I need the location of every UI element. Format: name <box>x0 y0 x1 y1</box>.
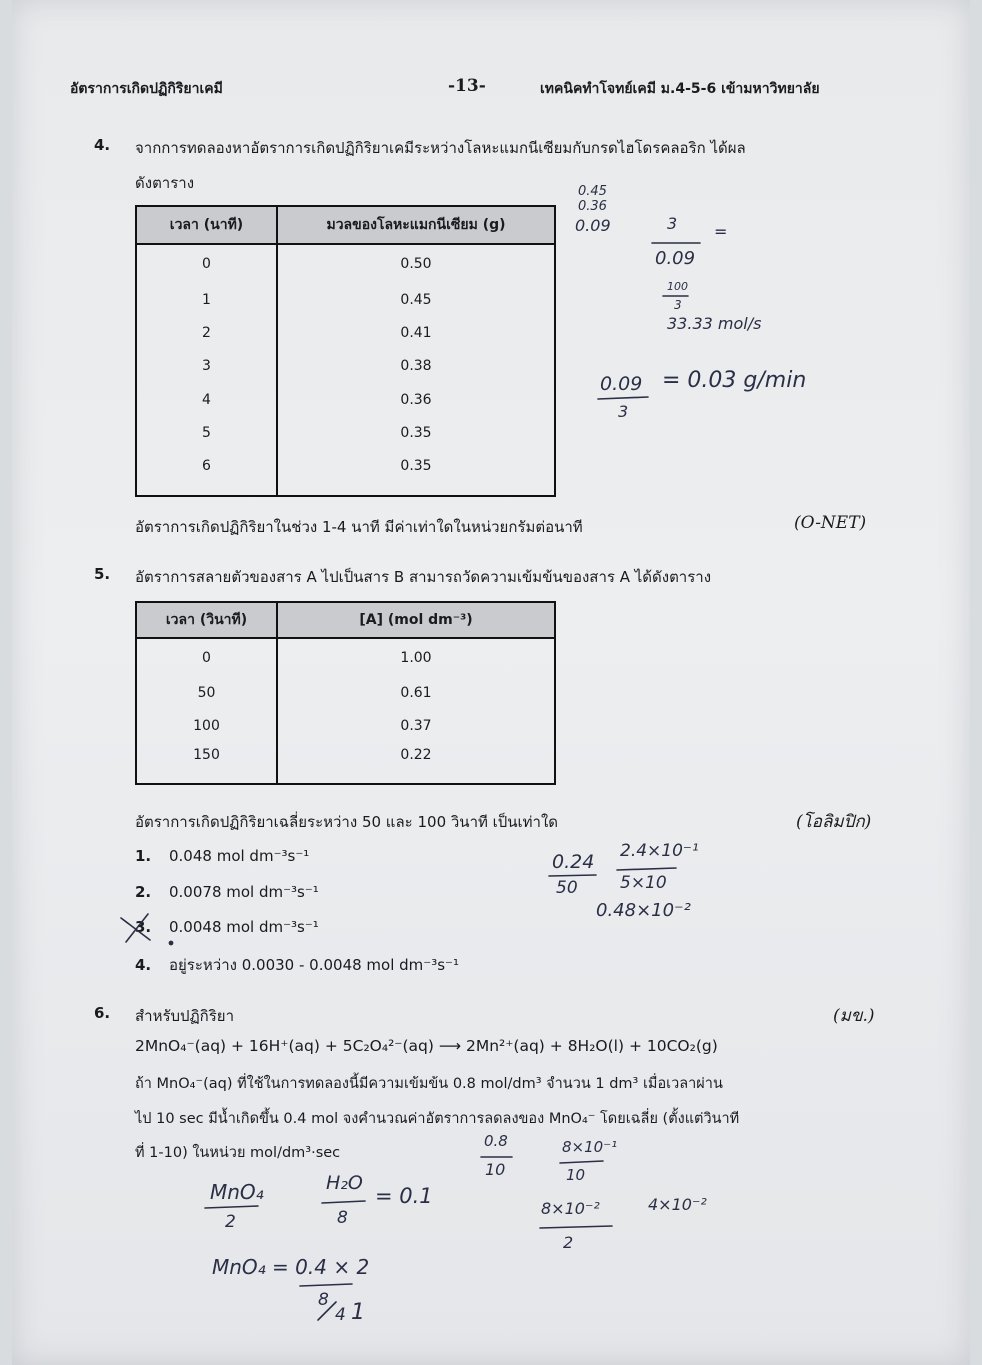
q5-question: อัตราการเกิดปฏิกิริยาเฉลี่ยระหว่าง 50 และ 100 วินาที เป็นเท่าใด <box>135 813 559 831</box>
q4-mass-cell: 0.36 <box>277 383 555 416</box>
q4-time-cell: 0 <box>202 256 211 272</box>
header-book-title: เทคนิคทำโจทย์เคมี ม.4-5-6 เข้ามหาวิทยาลัย <box>540 81 820 97</box>
q6-line3: ที่ 1-10) ในหน่วย mol/dm³·sec <box>135 1145 341 1161</box>
handwritten-note: 2 <box>225 1212 236 1232</box>
q6-line2: ไป 10 sec มีน้ำเกิดขึ้น 0.4 mol จงคำนวณค่าอัตราการลดลงของ MnO₄⁻ โดยเฉลี่ย (ตั้งแต่วินาที <box>135 1111 740 1127</box>
handwritten-note: MnO₄ <box>210 1180 264 1204</box>
q4-text-line2: ดังตาราง <box>135 174 195 192</box>
handwritten-note: 0.09 <box>655 248 696 269</box>
handwritten-note: 0.8 <box>484 1132 508 1150</box>
q4-time-cell: 2 <box>202 324 211 341</box>
q6-source: (มข.) <box>833 1006 875 1026</box>
q6-line1: ถ้า MnO₄⁻(aq) ที่ใช้ในการทดลองนี้มีความเข้มข้น 0.8 mol/dm³ จำนวน 1 dm³ เมื่อเวลาผ่าน <box>135 1076 723 1092</box>
handwritten-note: 2.4×10⁻¹ <box>620 841 699 861</box>
option-text: 0.0048 mol dm⁻³s⁻¹ <box>169 918 319 936</box>
handwritten-note: 4 <box>335 1305 346 1325</box>
q4-time-cell: 4 <box>202 391 211 408</box>
handwritten-note: 4×10⁻² <box>648 1195 707 1214</box>
handwritten-note: 3 <box>667 214 678 233</box>
handwritten-note: 0.09 <box>600 373 643 395</box>
fraction-bar <box>205 1206 258 1208</box>
fraction-bar <box>300 1284 352 1286</box>
q4-mass-cell: 0.38 <box>277 349 555 383</box>
q4-time-cell: 3 <box>202 358 211 374</box>
q4-time-cell: 6 <box>202 458 211 474</box>
q4-mass-cell: 0.41 <box>277 316 555 349</box>
q5-header-time: เวลา (วินาที) <box>136 602 277 638</box>
pen-dot <box>169 941 172 944</box>
q5-number: 5. <box>94 565 111 583</box>
handwritten-note: 0.36 <box>578 199 607 214</box>
option-number: 2. <box>135 883 152 901</box>
option-text: 0.0078 mol dm⁻³s⁻¹ <box>169 883 319 901</box>
handwritten-note: 3 <box>618 402 629 421</box>
handwritten-note: 0.09 <box>575 216 611 235</box>
handwritten-note: 2 <box>563 1233 574 1252</box>
q5-header-concentration: [A] (mol dm⁻³) <box>277 602 555 638</box>
q5-conc-cell: 1.00 <box>277 638 555 676</box>
q4-mass-cell: 0.35 <box>277 450 555 496</box>
handwritten-note: 3 <box>674 298 682 312</box>
q5-conc-cell: 0.37 <box>277 709 555 742</box>
q4-question: อัตราการเกิดปฏิกิริยาในช่วง 1-4 นาที มีค่าเท่าใดในหน่วยกรัมต่อนาที <box>135 518 583 536</box>
option-number: 4. <box>135 956 152 974</box>
slash-stroke <box>318 1302 336 1320</box>
cross-out-mark <box>121 914 150 942</box>
q5-time-cell: 0 <box>202 649 211 666</box>
fraction-bar <box>598 397 648 399</box>
handwritten-note: = <box>714 222 728 241</box>
q5-time-cell: 100 <box>193 717 220 734</box>
q5-time-cell: 150 <box>193 747 220 763</box>
handwritten-note: 50 <box>556 878 578 898</box>
handwritten-note: = 0.1 <box>375 1184 433 1208</box>
handwritten-note: 33.33 mol/s <box>667 314 762 333</box>
q4-mass-cell: 0.50 <box>277 244 555 283</box>
handwritten-note: 100 <box>667 280 688 293</box>
q4-mass-cell: 0.45 <box>277 283 555 316</box>
q6-text: สำหรับปฏิกิริยา <box>135 1007 234 1025</box>
q5-text: อัตราการสลายตัวของสาร A ไปเป็นสาร B สามารถวัดความเข้มข้นของสาร A ได้ดังตาราง <box>135 568 712 586</box>
handwritten-note: 8×10⁻² <box>541 1199 600 1218</box>
fraction-bar <box>617 868 676 870</box>
page-number: -13- <box>448 76 486 96</box>
handwritten-note: 8 <box>318 1290 329 1310</box>
q4-time-cell: 1 <box>202 291 211 308</box>
q4-header-time: เวลา (นาที) <box>136 206 277 244</box>
handwritten-note: 0.45 <box>578 184 607 199</box>
q4-header-mass: มวลของโลหะแมกนีเซียม (g) <box>277 206 555 244</box>
handwritten-note: = 0.03 g/min <box>662 368 807 393</box>
option-number: 3. <box>135 918 152 936</box>
q5-source: (โอลิมปิก) <box>796 812 872 832</box>
q4-mass-cell: 0.35 <box>277 416 555 450</box>
q5-conc-cell: 0.61 <box>277 676 555 709</box>
handwritten-note: 1 <box>351 1300 365 1325</box>
handwritten-note: 10 <box>566 1166 586 1184</box>
option-number: 1. <box>135 847 152 865</box>
handwritten-note: 0.48×10⁻² <box>596 900 691 921</box>
handwritten-note: 5×10 <box>620 873 667 893</box>
fraction-bar <box>549 875 596 876</box>
fraction-bar <box>540 1226 612 1228</box>
fraction-bar <box>560 1161 603 1163</box>
option-text: 0.048 mol dm⁻³s⁻¹ <box>169 847 310 865</box>
handwritten-note: 10 <box>485 1160 506 1179</box>
handwritten-note: 8×10⁻¹ <box>562 1138 618 1156</box>
q4-text-line1: จากการทดลองหาอัตราการเกิดปฏิกิริยาเคมีระหว่างโลหะแมกนีเซียมกับกรดไฮโดรคลอริก ได้ผล <box>135 139 746 157</box>
handwritten-note: 0.24 <box>552 851 595 873</box>
q4-source: (O-NET) <box>794 513 867 533</box>
q4-time-cell: 5 <box>202 425 211 441</box>
q5-time-cell: 50 <box>197 684 216 701</box>
option-text: อยู่ระหว่าง 0.0030 - 0.0048 mol dm⁻³s⁻¹ <box>169 956 459 974</box>
q5-conc-cell: 0.22 <box>277 742 555 784</box>
q6-equation: 2MnO₄⁻(aq) + 16H⁺(aq) + 5C₂O₄²⁻(aq) ⟶ 2Mn²⁺(aq) + 8H₂O(l) + 10CO₂(g) <box>135 1037 718 1055</box>
header-chapter-title: อัตราการเกิดปฏิกิริยาเคมี <box>70 81 223 97</box>
q6-number: 6. <box>94 1004 111 1022</box>
handwritten-note: 8 <box>337 1208 348 1228</box>
fraction-bar <box>322 1201 365 1203</box>
q4-number: 4. <box>94 136 111 154</box>
handwritten-note: MnO₄ = 0.4 × 2 <box>212 1255 370 1279</box>
handwritten-note: H₂O <box>326 1172 363 1194</box>
